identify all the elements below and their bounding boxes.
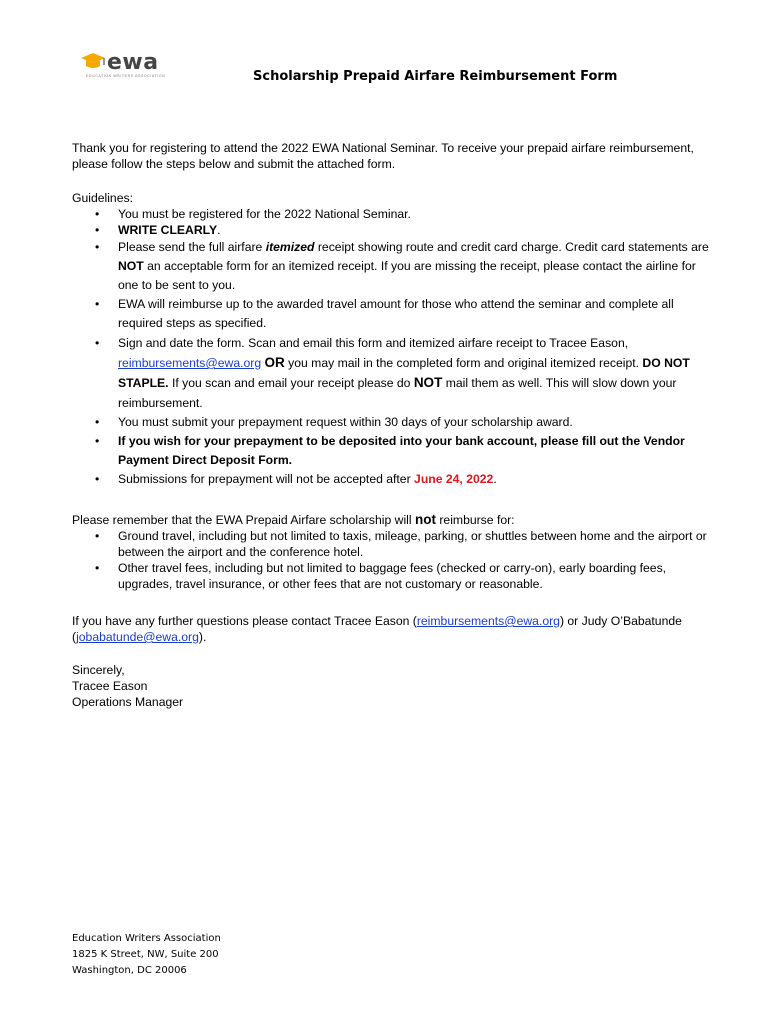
list-item: • Submissions for prepayment will not be accepted after June 24, 2022. (118, 470, 712, 489)
exclusions-section: Please remember that the EWA Prepaid Airfare scholarship will not reimburse for: • Ground travel, including but not limited to taxis, mileage, parking, or shuttles between home and the airport or between the airport and the conference hotel. • Other travel fees, including but not limited to baggage fees (checked or carry-on), early boarding fees, upgrades, travel insurance, or other fees that are not customary or reasonable. (72, 512, 712, 592)
signer-name: Tracee Eason (72, 679, 148, 693)
jobabatunde-email-link[interactable]: jobabatunde@ewa.org (76, 630, 199, 644)
logo-wordmark: ewa (107, 50, 159, 75)
footer-address: Education Writers Association 1825 K Street, NW, Suite 200 Washington, DC 20006 (72, 933, 221, 976)
ewa-logo (80, 50, 180, 82)
guidelines-list (72, 206, 712, 489)
reimbursements-email-link[interactable]: reimbursements@ewa.org (118, 356, 262, 370)
list-item: • You must be registered for the 2022 National Seminar. (118, 206, 712, 222)
intro-paragraph: Thank you for registering to attend the 2022 EWA National Seminar. To receive your prepaid airfare reimbursement, please follow the steps below and submit the attached form. (72, 141, 694, 171)
guidelines-heading: Guidelines: (72, 191, 133, 205)
list-item: • If you wish for your prepayment to be deposited into your bank account, please fill out the Vendor Payment Direct Deposit Form. (118, 432, 712, 470)
list-item: • Please send the full airfare itemized receipt showing route and credit card charge. Credit card statements are NOT an acceptable form for an itemized receipt. If you are missing the receipt, please contact the airline for one to be sent to you. (118, 238, 712, 295)
list-item: • You must submit your prepayment request within 30 days of your scholarship award. (118, 413, 712, 432)
list-item: • Ground travel, including but not limited to taxis, mileage, parking, or shuttles between home and the airport or between the airport and the conference hotel. (118, 528, 712, 560)
exclusions-list (72, 528, 712, 592)
list-item: • Sign and date the form. Scan and email this form and itemized airfare receipt to Tracee Eason, reimbursements@ewa.org OR you may mail in the completed form and original itemized receipt. DO NOT STAPLE. If you scan and email your receipt please do NOT mail them as well. This will slow down your reimbursement. (118, 333, 712, 413)
page-title: Scholarship Prepaid Airfare Reimbursement Form (253, 69, 618, 84)
list-item: • Other travel fees, including but not limited to baggage fees (checked or carry-on), early boarding fees, upgrades, travel insurance, or other fees that are not customary or reasonable. (118, 560, 712, 592)
logo-tagline: EDUCATION WRITERS ASSOCIATION (86, 74, 166, 78)
graduation-cap-icon (80, 50, 110, 72)
list-item: • WRITE CLEARLY. (118, 222, 712, 238)
contact-paragraph: If you have any further questions please contact Tracee Eason (reimbursements@ewa.org) or Judy O’Babatunde (jobabatunde@ewa.org). (72, 614, 682, 644)
signoff: Sincerely, Tracee Eason Operations Manager (72, 662, 712, 710)
deadline-date: June 24, 2022 (414, 472, 494, 486)
reimbursements-email-link[interactable]: reimbursements@ewa.org (416, 614, 560, 628)
signer-title: Operations Manager (72, 695, 184, 709)
guidelines-section (72, 190, 712, 489)
list-item: • EWA will reimburse up to the awarded travel amount for those who attend the seminar and complete all required steps as specified. (118, 295, 712, 333)
